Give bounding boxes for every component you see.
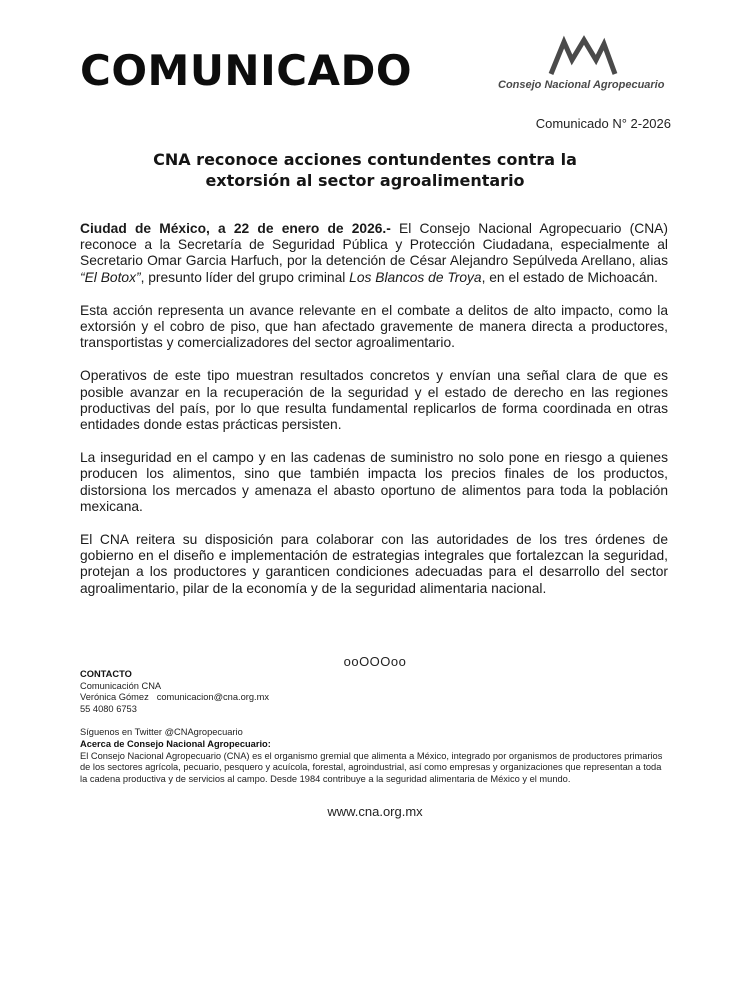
separator: ooOOOoo [343, 654, 407, 669]
paragraph-1 [80, 221, 668, 286]
criminal-group-name: Los Blancos de Troya [349, 269, 482, 285]
contact-phone: 55 4080 6753 [80, 703, 137, 714]
paragraph-1-text-b: , presunto líder del grupo criminal [140, 269, 350, 285]
headline [150, 149, 580, 191]
comunicado-number: Comunicado N° 2-2026 [535, 116, 671, 131]
about-heading: Acerca de Consejo Nacional Agropecuario: [80, 738, 271, 749]
page-title: COMUNICADO [80, 46, 413, 95]
headline-line-2: extorsión al sector agroalimentario [205, 171, 525, 190]
about-text: El Consejo Nacional Agropecuario (CNA) es el organismo gremial que alimenta a México, integrado por organismos de productores primarios de los sectores agrícola, pecuario, pesquero y acuícola, forestal, agroindustrial, así como empresas y organizaciones que representan a toda la cadena productiva y de servicios al campo. Desde 1984 contribuye a la seguridad alimentaria de México y el mundo. [80, 750, 663, 784]
contact-name: Verónica Gómez [80, 692, 149, 703]
dateline: Ciudad de México, a 22 de enero de 2026.- [80, 221, 391, 236]
contact-email[interactable]: comunicacion@cna.org.mx [156, 692, 270, 703]
cna-logo [498, 34, 668, 96]
paragraph-2: Esta acción representa un avance relevante en el combate a delitos de alto impacto, como la extorsión y el cobro de piso, que han afectado gravemente de manera directa a productores, transportistas y comercializadores del sector agroalimentario. [80, 302, 668, 351]
paragraph-5: El CNA reitera su disposición para colaborar con las autoridades de los tres órdenes de gobierno en el diseño e implementación de estrategias integrales que fortalezcan la seguridad, protejan a los productores y garanticen condiciones adecuadas para el desarrollo del sector agroalimentario, pilar de la economía y de la seguridad alimentaria nacional. [80, 532, 668, 596]
paragraph-1-text-c: , en el estado de Michoacán. [481, 269, 659, 285]
logo-text: Consejo Nacional Agropecuario [498, 79, 665, 91]
headline-line-1: CNA reconoce acciones contundentes contra la [153, 150, 577, 169]
contact-department: Comunicación CNA [80, 680, 162, 691]
contact-section [80, 669, 670, 785]
contact-name-email [80, 692, 670, 704]
alias-text: “El Botox” [80, 269, 141, 285]
twitter-line: Síguenos en Twitter @CNAgropecuario [80, 727, 243, 738]
paragraph-1-text-a: El Consejo Nacional Agropecuario (CNA) reconoce a la Secretaría de Seguridad Pública y Protección Ciudadana, especialmente al Secretario Omar Garcia Harfuch, por la detención de César Alejandro Sepúlveda Arellano, alias [80, 221, 668, 269]
contact-heading: CONTACTO [80, 669, 132, 679]
press-release-body [80, 221, 668, 614]
mountain-logo-icon [548, 34, 618, 76]
paragraph-4: La inseguridad en el campo y en las cadenas de suministro no solo pone en riesgo a quienes producen los alimentos, sino que también impacta los precios finales de los productos, distorsiona los mercados y amenaza el abasto oportuno de alimentos para toda la población mexicana. [80, 450, 668, 514]
paragraph-3: Operativos de este tipo muestran resultados concretos y envían una señal clara de que es posible avanzar en la recuperación de la seguridad y el estado de derecho en las regiones productivas del país, por lo que resulta fundamental replicarlos de forma coordinada en otras entidades donde estas prácticas persisten. [80, 368, 668, 433]
website-link[interactable]: www.cna.org.mx [327, 804, 423, 819]
